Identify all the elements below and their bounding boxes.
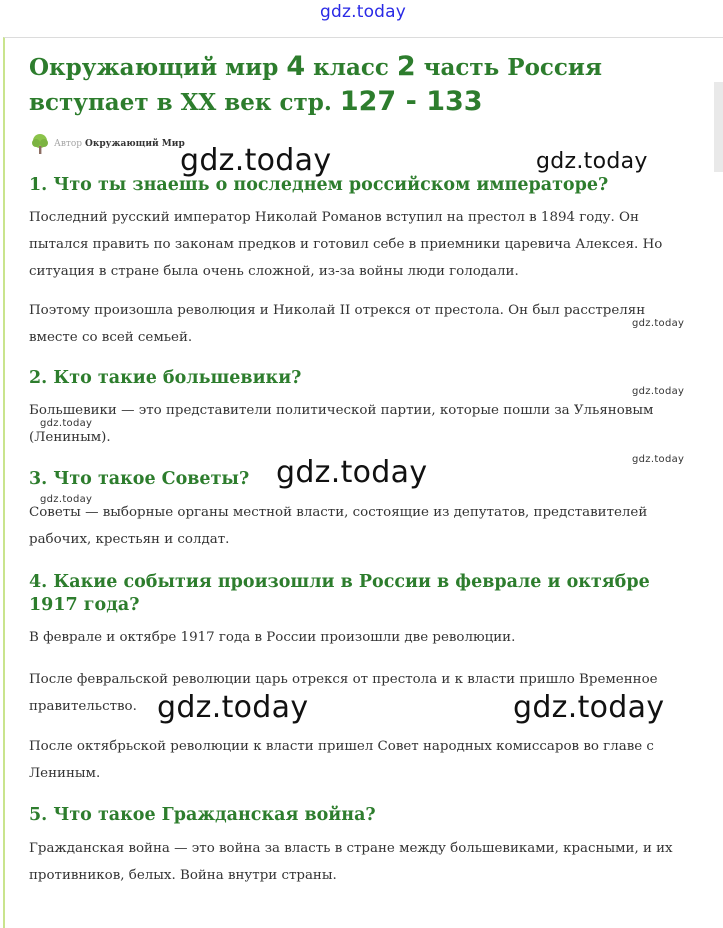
- title-pages-number: 127 - 133: [339, 86, 483, 117]
- answer-paragraph-4-2: После февральской революции царь отрекся от престола и к власти пришло Временное правительство.: [29, 672, 658, 714]
- watermark: gdz.today: [632, 386, 685, 397]
- author-line: [30, 133, 185, 155]
- question-heading-2: 2. Кто такие большевики?: [29, 368, 302, 388]
- answer-paragraph-1-2: Поэтому произошла революция и Николай II отрекся от престола. Он был расстрелян вместе со всей семьей.: [29, 303, 646, 345]
- site-logo[interactable]: gdz.today: [320, 2, 407, 22]
- title-part-number: 2: [396, 51, 416, 82]
- answer-paragraph-5-1: Гражданская война — это война за власть в стране между большевиками, красными, и их противников, белых. Война внутри страны.: [29, 841, 673, 883]
- side-scroll-strip: [714, 82, 723, 172]
- watermark: gdz.today: [40, 494, 93, 505]
- page-title: [29, 50, 699, 120]
- answer-paragraph-2-1: Большевики — это представители политической партии, которые пошли за Ульяновым (Лениным).: [29, 403, 654, 445]
- watermark: gdz.today: [180, 143, 332, 178]
- answer-paragraph-1-1: Последний русский император Николай Романов вступил на престол в 1894 году. Он пытался править по законам предков и готовил себе в приемники царевича Алексея. Но ситуация в стране была очень сложной, из-за войны люди голодали.: [29, 210, 663, 279]
- title-text-2: класс: [305, 54, 397, 81]
- answer-paragraph-4-1: В феврале и октябре 1917 года в России произошли две революции.: [29, 630, 516, 645]
- answer-paragraph-4-3: После октябрьской революции к власти пришел Совет народных комиссаров во главе с Лениным.: [29, 739, 654, 781]
- watermark: gdz.today: [632, 318, 685, 329]
- tree-icon: [30, 133, 50, 155]
- watermark: gdz.today: [276, 455, 428, 490]
- watermark: gdz.today: [632, 454, 685, 465]
- author-prefix: Автор: [54, 139, 83, 149]
- top-bar: [0, 0, 723, 37]
- question-heading-1: 1. Что ты знаешь о последнем российском императоре?: [29, 175, 609, 195]
- question-heading-3: 3. Что такое Советы?: [29, 469, 250, 489]
- watermark: gdz.today: [536, 149, 648, 174]
- watermark: gdz.today: [157, 690, 309, 725]
- watermark: gdz.today: [40, 418, 93, 429]
- watermark: gdz.today: [513, 690, 665, 725]
- title-text-1: Окружающий мир: [29, 54, 287, 81]
- title-text-3: часть Россия вступает в XX век стр.: [29, 54, 602, 116]
- question-heading-4: 4. Какие события произошли в России в феврале и октябре 1917 года?: [29, 572, 650, 615]
- title-grade-number: 4: [286, 51, 306, 82]
- answer-paragraph-3-1: Советы — выборные органы местной власти, состоящие из депутатов, представителей рабочих, крестьян и солдат.: [29, 505, 648, 547]
- question-heading-5: 5. Что такое Гражданская война?: [29, 805, 376, 825]
- author-name[interactable]: Окружающий Мир: [85, 139, 185, 149]
